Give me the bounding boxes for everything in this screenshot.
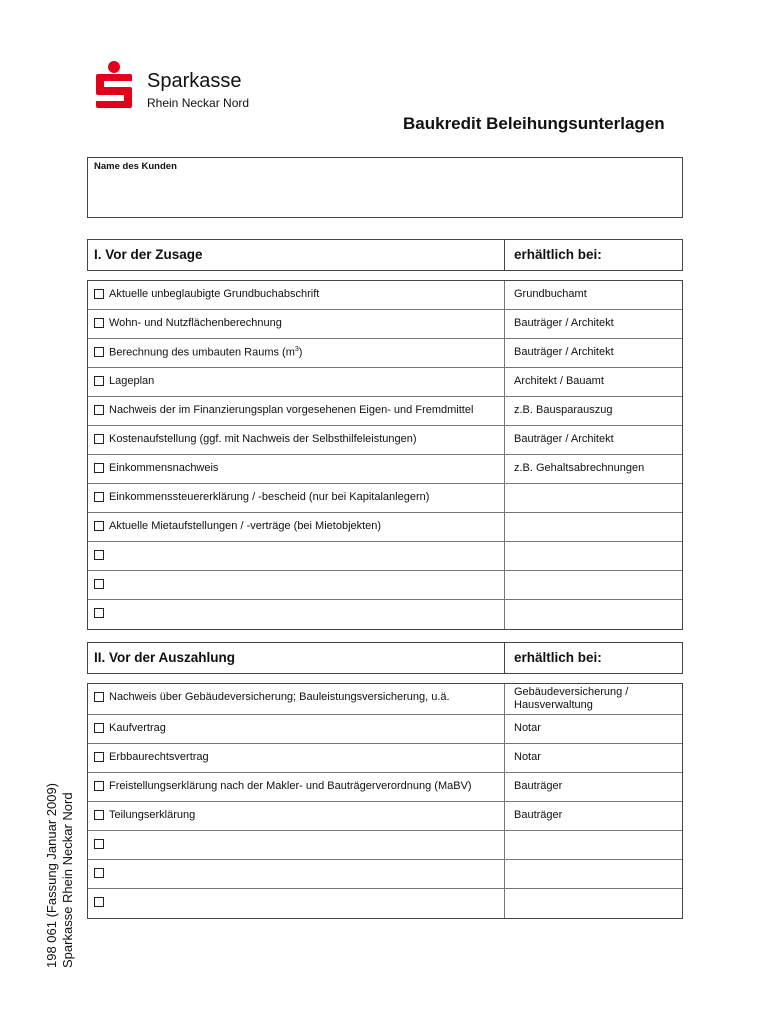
checkbox[interactable] xyxy=(94,579,104,589)
customer-name-label: Name des Kunden xyxy=(94,161,177,172)
checkbox[interactable] xyxy=(94,521,104,531)
checkbox[interactable] xyxy=(94,405,104,415)
document-item-label: Erbbaurechtsvertrag xyxy=(109,751,209,763)
document-item-label: Wohn- und Nutzflächenberechnung xyxy=(109,317,282,329)
document-item-label: Einkommensnachweis xyxy=(109,462,219,474)
checkbox[interactable] xyxy=(94,434,104,444)
column-divider xyxy=(504,368,505,396)
document-item-label: Aktuelle unbeglaubigte Grundbuchabschrift xyxy=(109,288,320,300)
document-item-label: Einkommenssteuererklärung / -bescheid (nur bei Kapitalanlegern) xyxy=(109,491,430,503)
source-label: z.B. Gehaltsabrechnungen xyxy=(514,462,645,474)
column-divider xyxy=(504,831,505,859)
section-2-header xyxy=(87,642,683,674)
document-item-label: Freistellungserklärung nach der Makler- und Bauträgerverordnung (MaBV) xyxy=(109,780,472,792)
column-divider xyxy=(504,600,505,629)
checkbox[interactable] xyxy=(94,897,104,907)
column-divider xyxy=(504,397,505,425)
column-divider xyxy=(504,802,505,830)
source-label: Architekt / Bauamt xyxy=(514,375,604,387)
source-label: Notar xyxy=(514,722,541,734)
header-divider xyxy=(504,240,505,270)
form-number: 198 061 (Fassung Januar 2009) xyxy=(44,782,59,968)
section-2-table xyxy=(87,683,683,919)
column-divider xyxy=(504,426,505,454)
brand-name: Sparkasse xyxy=(147,70,242,92)
column-divider xyxy=(504,684,505,714)
checkbox[interactable] xyxy=(94,347,104,357)
source-label: Gebäudeversicherung / Hausverwaltung xyxy=(514,686,629,711)
column-divider xyxy=(504,715,505,743)
checklist-row xyxy=(88,368,682,397)
checklist-row xyxy=(88,281,682,310)
checklist-row xyxy=(88,310,682,339)
checkbox[interactable] xyxy=(94,608,104,618)
checklist-row xyxy=(88,339,682,368)
checkbox[interactable] xyxy=(94,492,104,502)
column-divider xyxy=(504,773,505,801)
checklist-row xyxy=(88,600,682,629)
checkbox[interactable] xyxy=(94,376,104,386)
source-label: Bauträger / Architekt xyxy=(514,346,614,358)
checklist-row xyxy=(88,426,682,455)
source-label: Bauträger / Architekt xyxy=(514,317,614,329)
checklist-row xyxy=(88,831,682,860)
section-2-title: II. Vor der Auszahlung xyxy=(94,650,236,665)
brand-branch: Rhein Neckar Nord xyxy=(147,96,250,110)
document-item-label: Kostenaufstellung (ggf. mit Nachweis der Selbsthilfeleistungen) xyxy=(109,433,417,445)
document-item-label: Nachweis der im Finanzierungsplan vorgesehenen Eigen- und Fremdmittel xyxy=(109,404,474,416)
column-divider xyxy=(504,339,505,367)
checkbox[interactable] xyxy=(94,692,104,702)
checkbox[interactable] xyxy=(94,810,104,820)
column-divider xyxy=(504,513,505,541)
column-divider xyxy=(504,310,505,338)
column-divider xyxy=(504,484,505,512)
checklist-row xyxy=(88,715,682,744)
column-divider xyxy=(504,542,505,570)
document-item-label: Aktuelle Mietaufstellungen / -verträge (bei Mietobjekten) xyxy=(109,520,382,532)
checkbox[interactable] xyxy=(94,463,104,473)
checklist-row xyxy=(88,860,682,889)
column-divider xyxy=(504,860,505,888)
checklist-row xyxy=(88,397,682,426)
column-divider xyxy=(504,744,505,772)
checklist-row xyxy=(88,744,682,773)
checklist-row xyxy=(88,484,682,513)
source-label: Bauträger / Architekt xyxy=(514,433,614,445)
column-divider xyxy=(504,571,505,599)
checklist-row xyxy=(88,542,682,571)
checklist-row xyxy=(88,889,682,918)
checkbox[interactable] xyxy=(94,839,104,849)
column-divider xyxy=(504,281,505,309)
checklist-row xyxy=(88,513,682,542)
document-item-label: Teilungserklärung xyxy=(109,809,196,821)
issuer-name: Sparkasse Rhein Neckar Nord xyxy=(60,792,75,968)
checkbox[interactable] xyxy=(94,868,104,878)
source-label: Grundbuchamt xyxy=(514,288,587,300)
checkbox[interactable] xyxy=(94,318,104,328)
section-1-title: I. Vor der Zusage xyxy=(94,247,203,262)
checkbox[interactable] xyxy=(94,723,104,733)
checkbox[interactable] xyxy=(94,289,104,299)
section-1-source-header: erhältlich bei: xyxy=(514,247,602,262)
document-item-label: Lageplan xyxy=(109,375,155,387)
checklist-row xyxy=(88,802,682,831)
checklist-row xyxy=(88,773,682,802)
checkbox[interactable] xyxy=(94,752,104,762)
source-label: Bauträger xyxy=(514,809,563,821)
checkbox[interactable] xyxy=(94,550,104,560)
section-1-header xyxy=(87,239,683,271)
section-2-source-header: erhältlich bei: xyxy=(514,650,602,665)
checklist-row xyxy=(88,455,682,484)
sparkasse-s-logo-icon xyxy=(92,60,136,110)
source-label: Bauträger xyxy=(514,780,563,792)
checkbox[interactable] xyxy=(94,781,104,791)
column-divider xyxy=(504,889,505,918)
source-label: Notar xyxy=(514,751,541,763)
customer-name-field[interactable] xyxy=(87,157,683,218)
document-item-label: Berechnung des umbauten Raums $(m^3)$ xyxy=(109,346,303,359)
checklist-row xyxy=(88,571,682,600)
header-divider xyxy=(504,643,505,673)
form-footer-note xyxy=(44,783,76,968)
document-title: Baukredit Beleihungsunterlagen xyxy=(403,114,665,133)
column-divider xyxy=(504,455,505,483)
source-label: z.B. Bausparauszug xyxy=(514,404,613,416)
document-item-label: Kaufvertrag xyxy=(109,722,166,734)
section-1-table xyxy=(87,280,683,630)
checklist-row xyxy=(88,684,682,715)
document-item-label: Nachweis über Gebäudeversicherung; Bauleistungsversicherung, u.ä. xyxy=(109,691,450,703)
